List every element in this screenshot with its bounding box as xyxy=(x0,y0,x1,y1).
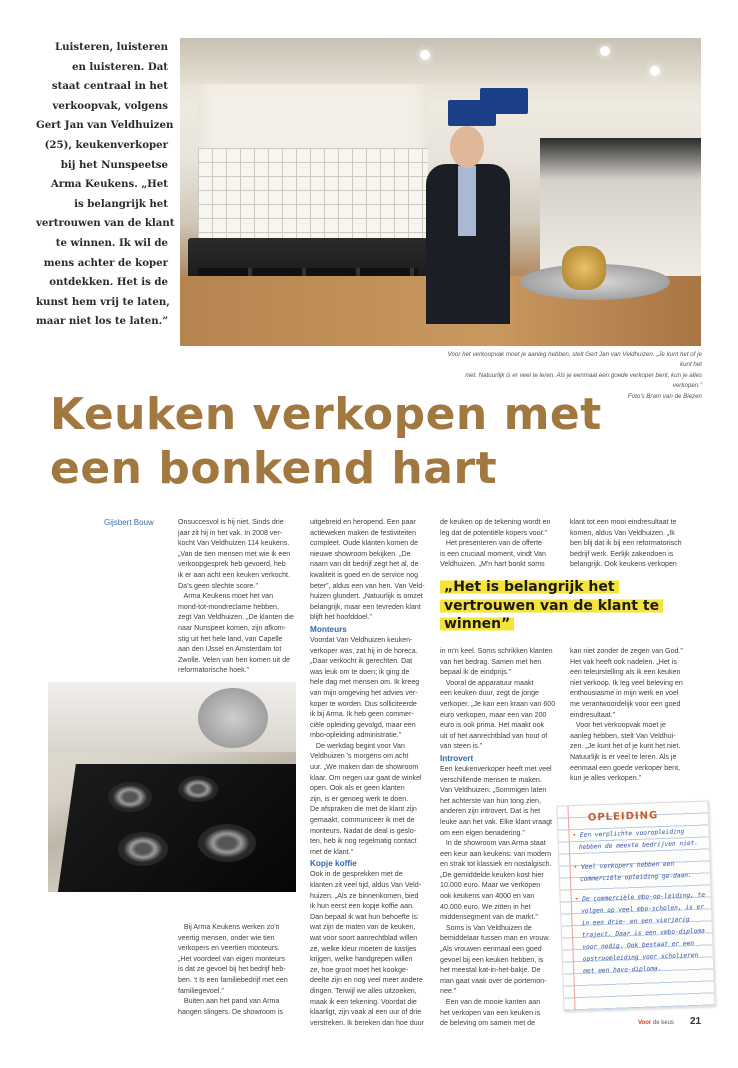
text-line: klant tot een mooi eindresultaat te xyxy=(570,518,677,526)
text-line: Het presenteren van de offerte xyxy=(440,539,543,548)
text-line: jaar zit hij in het vak. In 2008 ver- xyxy=(178,528,283,537)
paragraph xyxy=(310,869,434,1028)
burner xyxy=(118,832,168,866)
text-line: mbo-opleiding administratie.” xyxy=(310,731,402,740)
text-line: zegt Van Veldhuizen. „De klanten die xyxy=(178,613,294,622)
subheading-kopje-koffie: Kopje koffie xyxy=(310,859,357,869)
text-line: gevoel bij een keuken hebben, is xyxy=(440,955,544,964)
text-line: ik hun eerst een kopje koffie aan. xyxy=(310,902,414,911)
text-line: Arma Keukens. „Het xyxy=(50,178,168,191)
text-line: bedrijf werk. Eerlijk zakendoen is xyxy=(570,549,674,558)
text-line: nee.” xyxy=(440,987,457,996)
text-line: Arma Keukens moet het van xyxy=(178,592,274,601)
text-line: hangen slingers. De showroom is xyxy=(178,1007,283,1016)
text-line: belangrijk, maar een tevreden klant xyxy=(310,602,421,611)
pull-quote-line: „Het is belangrijk het xyxy=(440,579,619,595)
text-line: kunst hem vrij te laten, xyxy=(36,295,170,308)
text-line: koper te worden. Dus solliciteerde xyxy=(310,699,417,708)
note-list xyxy=(572,826,709,987)
text-line: het meestal kat-in-het-bakje. De xyxy=(440,966,541,975)
subheading-introvert: Introvert xyxy=(440,753,474,763)
burner xyxy=(108,782,152,812)
text-line: Vooral de apparatuur maakt xyxy=(440,678,534,687)
text-line: van het bedrag. Samen met hen xyxy=(440,657,542,666)
text-line: De werkdag begint voor Van xyxy=(310,741,405,750)
text-line: uur. „We maken dan de showroom xyxy=(310,763,419,772)
text-line: klanten zit veel tijd, aldus Van Veld- xyxy=(310,881,422,889)
text-line: Da's geen slechte score.” xyxy=(178,581,258,590)
pull-quote-line: vertrouwen van de klant te xyxy=(440,598,663,614)
brand-suffix: de keus xyxy=(652,1020,674,1026)
text-line: Veldhuizen 's morgens om acht xyxy=(310,752,409,761)
photo-pan xyxy=(198,688,268,748)
text-line: Onsuccesvol is hij niet. Sinds drie xyxy=(178,518,284,526)
text-line: was leuk om te doen; ik ging de xyxy=(310,667,410,676)
text-line: klaarligt, zijn vaak al een uur of drie xyxy=(310,1008,422,1017)
intro-paragraph xyxy=(36,38,175,332)
subheading-monteurs: Monteurs xyxy=(310,624,347,634)
paragraph xyxy=(310,517,434,623)
text-line: naam van dit bedrijf zegt het al, de xyxy=(310,560,419,569)
text-line: compleet. Oude klanten komen de xyxy=(310,539,419,548)
photo-credit: Foto's Bram van de Biezen xyxy=(627,392,702,400)
photo-ceiling xyxy=(180,38,701,84)
paragraph xyxy=(310,635,434,857)
text-line: vertrouwen van de klant xyxy=(36,217,175,230)
text-line: beter”, aldus een van hen. Van Veld- xyxy=(310,581,425,590)
text-line: uitgebreid en heropend. Een paar xyxy=(310,518,416,526)
text-line: Van Veldhuizen: „Sommigen laten xyxy=(440,786,547,795)
text-line: Natuurlijk is er veel te leren. Als je xyxy=(570,752,677,761)
text-line: Gert Jan van Veldhuizen xyxy=(36,119,174,132)
ceiling-light xyxy=(650,66,660,76)
text-line: het verkopen van een keuken is xyxy=(440,1008,541,1017)
text-line: om een eigen benadering.” xyxy=(440,828,525,837)
text-line: en luisteren. Dat xyxy=(72,60,168,73)
column-4 xyxy=(440,646,564,1029)
text-line: reformatorische hoek.” xyxy=(178,666,249,675)
text-line: aanleg hebben, stelt Van Veldhui- xyxy=(570,731,676,740)
text-line: stig uit het hele land, van Capelle xyxy=(178,634,283,643)
text-line: anderen zijn introvert. Dat is het xyxy=(440,807,541,816)
salesman-figure xyxy=(420,126,516,326)
text-line: is belangrijk het xyxy=(74,197,168,210)
text-line: mond-tot-mondreclame hebben, xyxy=(178,602,279,611)
paragraph xyxy=(440,764,564,1029)
headline xyxy=(50,388,710,496)
text-line: bemiddelaar tussen man en vrouw. xyxy=(440,934,551,943)
text-line: ontdekken. Het is de xyxy=(49,276,168,289)
pull-quote xyxy=(440,578,680,634)
text-line: Dan bepaal ik wat hun behoefte is: xyxy=(310,912,419,921)
note-item: • Veel verkopers hebben een commerciële opleiding ge-daan. xyxy=(573,858,706,887)
text-line: van mijn omgeving het advies ver- xyxy=(310,688,418,697)
paragraph xyxy=(440,646,564,752)
ceiling-light xyxy=(420,50,430,60)
text-line: verkoopgesprek heb gevoerd, heb xyxy=(178,560,286,569)
note-item: • Een verplichte vooropleiding hebben de meeste bedrijven niet. xyxy=(572,826,705,855)
headline-line: Keuken verkopen met xyxy=(50,389,602,440)
text-line: kan niet zonder de zegen van God.” xyxy=(570,647,683,655)
text-line: in m'n keel. Soms schrikken klanten xyxy=(440,647,553,655)
text-line: Ook in de gesprekken met de xyxy=(310,870,403,879)
text-line: Veldhuizen. „M'n hart bonkt soms xyxy=(440,560,545,569)
text-line: van steen is.” xyxy=(440,742,483,751)
text-line: leuke aan het vak. Elke klant vraagt xyxy=(440,817,552,826)
text-line: zijn, is er genoeg werk te doen. xyxy=(310,794,409,803)
gas-hob xyxy=(56,764,296,892)
text-line: eindresultaat.” xyxy=(570,710,615,719)
text-line: deelte zijn en nog veel meer andere xyxy=(310,976,423,985)
ceiling-light xyxy=(600,46,610,56)
text-line: huizen. „Als ze binnenkomen, bied xyxy=(310,891,419,900)
text-line: „Als vrouwen eenmaal een goed xyxy=(440,945,542,954)
text-line: veertig mensen, onder wie tien xyxy=(178,933,275,942)
text-line: zen. „Je kunt het of je kunt het niet. xyxy=(570,742,681,751)
text-line: monteurs. Nadat de deal is geslo- xyxy=(310,826,417,835)
text-line: eenmaal een goede verkoper bent, xyxy=(570,763,681,772)
column-2-bottom xyxy=(178,922,304,1017)
text-line: euro verkopen, maar een van 200 xyxy=(440,710,547,719)
text-line: familiegevoel.” xyxy=(178,986,224,995)
text-line: ben. 't Is een familiebedrijf met een xyxy=(178,975,288,984)
column-5 xyxy=(570,646,700,784)
text-line: de beleving om samen met de xyxy=(440,1019,536,1028)
text-line: blijft het hoofddoel.” xyxy=(310,613,372,622)
text-line: Voordat Van Veldhuizen keuken- xyxy=(310,635,413,644)
text-line: kun je alles verkopen.” xyxy=(570,774,641,783)
note-item: • De commerciële mbo-op-leiding, te volgen op veel mbo-scholen, is er in een drie- en een vierjarig traject. Daar is een vmbo-diploma voor nodig. Ook bestaat er een opstroomleiding voor scholieren met een havo-diploma. xyxy=(575,890,710,979)
opleiding-note xyxy=(556,800,715,1011)
text-line: staat centraal in het xyxy=(51,80,168,93)
text-line: bepaal ik de eindprijs.” xyxy=(440,668,511,677)
column-2-top xyxy=(178,517,304,676)
text-line: ik bij Arma. Ik heb geen commer- xyxy=(310,710,414,719)
text-line: de keuken op de tekening wordt en xyxy=(440,518,551,526)
text-line: leg dat de potentiële kopers voor.” xyxy=(440,528,547,537)
text-line: een keuken duur, zegt de jonge xyxy=(440,689,539,698)
caption-line: Voor het verkoopvak moet je aanleg hebben, stelt Gert Jan van Veldhuizen. „Je kunt het of je kunt het xyxy=(447,351,702,369)
text-line: In de showroom van Arma staat xyxy=(440,839,546,848)
text-line: is een cruciaal moment, vindt Van xyxy=(440,549,546,558)
text-line: en strak tot klassiek en nostalgisch. xyxy=(440,860,552,869)
text-line: maar niet los te laten.” xyxy=(36,315,169,328)
text-line: klaar. Om negen uur gaat de winkel xyxy=(310,773,422,782)
headline-line: een bonkend hart xyxy=(50,443,498,494)
text-line: met de klant.” xyxy=(310,847,353,856)
text-line: ze, welke kleur moeten de kastjes xyxy=(310,944,417,953)
text-line: actieweken maken de festiviteiten xyxy=(310,528,417,537)
text-line: komen, aldus Van Veldhuizen. „Ik xyxy=(570,528,675,537)
text-line: bij het Nunspeetse xyxy=(60,158,168,171)
text-line: verkoopvak, volgens xyxy=(52,99,168,112)
column-4-top xyxy=(440,517,564,570)
text-line: nieuwe showroom bekijken. „De xyxy=(310,549,411,558)
column-3 xyxy=(310,517,434,1028)
text-line: gemaakt, communiceer ik met de xyxy=(310,816,415,825)
text-line: ze, hoe groot moet het kookge- xyxy=(310,965,409,974)
text-line: euro is ook prima. Het maakt ook xyxy=(440,721,545,730)
brand-prefix: Voor xyxy=(638,1020,652,1026)
text-line: middensegment van de markt.” xyxy=(440,913,538,922)
text-line: hele dag met mensen om. Ik kreeg xyxy=(310,678,420,687)
text-line: huizen glundert. „Natuurlijk is omzet xyxy=(310,592,423,601)
gold-vase xyxy=(562,246,606,290)
caption-line: niet. Natuurlijk is er veel te leren. Als je eenmaal een goede verkoper bent, kun je alles verkopen.” xyxy=(465,371,702,390)
text-line: (25), keukenverkoper xyxy=(44,138,168,151)
text-line: verkopers en veertien monteurs. xyxy=(178,944,280,953)
text-line: „Daar verkocht ik gerechten. Dat xyxy=(310,657,413,666)
text-line: Bij Arma Keukens werken zo'n xyxy=(178,923,280,931)
text-line: enthousiasme in mijn werk en voel xyxy=(570,689,679,698)
text-line: De afspraken die met de klant zijn xyxy=(310,805,417,814)
text-line: Zwolle. Velen van hen komen uit de xyxy=(178,655,290,664)
text-line: „Het voordeel van eigen monteurs xyxy=(178,954,285,963)
burner xyxy=(198,824,256,862)
text-line: ook keukens van 4000 en van xyxy=(440,892,535,901)
text-line: Voor het verkoopvak moet je xyxy=(570,721,666,730)
showroom-sign xyxy=(480,88,528,114)
text-line: Een van de mooie kanten aan xyxy=(440,998,541,1006)
text-line: belangrijk. Ook keukens verkopen xyxy=(570,560,677,569)
text-line: wat zijn de maten van de keuken, xyxy=(310,923,416,932)
column-5-top xyxy=(570,517,700,570)
text-line: Een keukenverkoper heeft met veel xyxy=(440,764,552,773)
pull-quote-line: winnen” xyxy=(440,616,514,632)
text-line: Het vak heeft ook nadelen. „Het is xyxy=(570,657,677,666)
text-line: verkoper. „Je kan een kraan van 600 xyxy=(440,699,556,708)
text-line: te winnen. Ik wil de xyxy=(55,236,168,249)
text-line: verschillende mensen te maken. xyxy=(440,775,542,784)
burner xyxy=(178,776,218,802)
text-line: „Van de tien mensen met wie ik een xyxy=(178,549,291,558)
text-line: man gaat vaak over de portemon- xyxy=(440,976,547,985)
text-line: me verantwoordelijk voor een goed xyxy=(570,699,681,708)
text-line: ciële opleiding gevolgd, maar een xyxy=(310,720,416,729)
text-line: aan den IJssel en Amsterdam tot xyxy=(178,645,282,654)
text-line: open. Ook als er geen klanten xyxy=(310,784,405,793)
text-line: kwaliteit is goed en de service nog xyxy=(310,570,419,579)
byline: Gijsbert Bouw xyxy=(104,518,154,527)
text-line: naar Nunspeet komen, zijn afkom- xyxy=(178,623,287,632)
hob-photo xyxy=(48,682,296,892)
text-line: Luisteren, luisteren xyxy=(54,41,168,53)
note-title: OPLEIDING xyxy=(587,810,659,824)
text-line: uit of het aanrechtblad van hout of xyxy=(440,731,548,740)
text-line: krijgen, welke handgrepen willen xyxy=(310,955,413,964)
text-line: 10.000 euro. Maar we verkopen xyxy=(440,881,541,890)
text-line: ik er aan acht een keuken verkocht. xyxy=(178,570,290,579)
text-line: verstreken. Ik bereken dan hoe duur xyxy=(310,1018,424,1027)
text-line: dingen. Terwijl we alles uitzoeken, xyxy=(310,986,417,995)
text-line: maak ik een tekening. Voordat die xyxy=(310,997,417,1006)
text-line: ten, heb ik nog regelmatig contact xyxy=(310,837,417,846)
text-line: kocht Van Veldhuizen 114 keukens. xyxy=(178,539,290,548)
showroom-photo xyxy=(180,38,701,346)
page-number: 21 xyxy=(690,1016,702,1027)
magazine-brand xyxy=(638,1020,674,1026)
text-line: een teleurstelling als ik een keuken xyxy=(570,668,681,677)
text-line: Soms is Van Veldhuizen de xyxy=(440,923,532,932)
text-line: het achterste van hun tong zien, xyxy=(440,796,541,805)
text-line: wat voor soort aanrechtblad willen xyxy=(310,933,418,942)
text-line: 40.000 euro. We zitten in het xyxy=(440,902,531,911)
text-line: is dat ze gevoel bij het bedrijf heb- xyxy=(178,965,286,974)
text-line: verkoper was, zat hij in de horeca. xyxy=(310,646,418,655)
text-line: Buiten aan het pand van Arma xyxy=(178,997,280,1006)
text-line: niet verkoop. Ik leg veel beleving en xyxy=(570,678,683,687)
text-line: mens achter de koper xyxy=(43,256,168,269)
text-line: een keur aan keukens: van modern xyxy=(440,849,552,858)
text-line: „De gemiddelde keuken kost hier xyxy=(440,870,544,879)
text-line: ben blij dat ik bij een reformatorisch xyxy=(570,539,682,548)
